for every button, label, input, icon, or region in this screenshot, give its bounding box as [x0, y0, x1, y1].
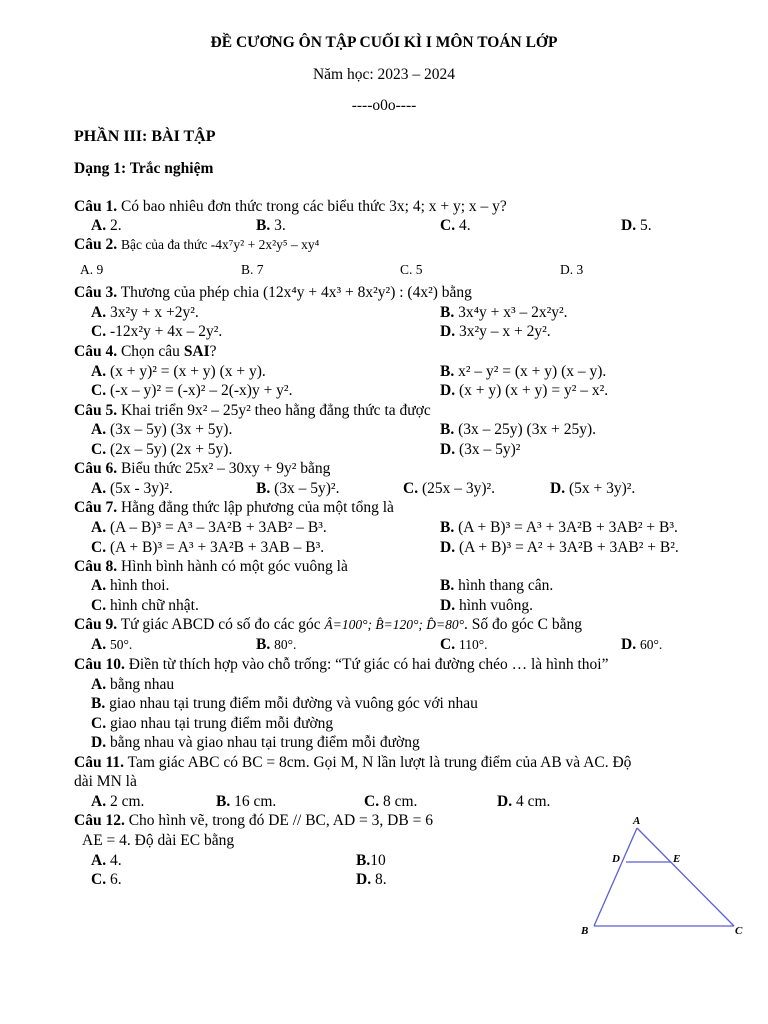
q6-option-b[interactable]: B. (3x – 5y)².	[256, 480, 340, 497]
section-heading: PHẦN III: BÀI TẬP	[74, 128, 216, 145]
q7-option-a[interactable]: A. (A – B)³ = A³ – 3A²B + 3AB² – B³.	[91, 519, 327, 536]
question-5: Câu 5. Khai triển 9x² – 25y² theo hằng đẳng thức ta được	[74, 402, 431, 419]
q5-option-d[interactable]: D. (3x – 5y)²	[440, 441, 521, 458]
vertex-b-label: B	[581, 925, 589, 937]
q1-option-d[interactable]: D. 5.	[621, 217, 652, 234]
school-year: Năm học: 2023 – 2024	[312, 66, 456, 83]
question-9: Câu 9. Tứ giác ABCD có số đo các góc Â=100°; B̂=120°; D̂=80°. Số đo góc C bằng	[74, 616, 582, 633]
separator: ----o0o----	[351, 97, 417, 114]
document-title: ĐỀ CƯƠNG ÔN TẬP CUỐI KÌ I MÔN TOÁN LỚP	[210, 34, 558, 51]
q1-option-c[interactable]: C. 4.	[440, 217, 471, 234]
q7-option-c[interactable]: C. (A + B)³ = A³ + 3A²B + 3AB – B³.	[91, 539, 325, 556]
q6-option-d[interactable]: D. (5x + 3y)².	[550, 480, 636, 497]
q12-option-b[interactable]: B.10	[356, 852, 386, 869]
q11-option-a[interactable]: A. 2 cm.	[91, 793, 145, 810]
triangle-figure	[570, 810, 760, 940]
question-3: Câu 3. Thương của phép chia (12x⁴y + 4x³ + 8x²y²) : (4x²) bằng	[74, 284, 472, 301]
q1-option-b[interactable]: B. 3.	[256, 217, 286, 234]
question-8: Câu 8. Hình bình hành có một góc vuông là	[74, 558, 348, 575]
question-4: Câu 4. Chọn câu SAI?	[74, 343, 217, 360]
q8-option-d[interactable]: D. hình vuông.	[440, 597, 534, 614]
q3-option-b[interactable]: B. 3x⁴y + x³ – 2x²y².	[440, 304, 568, 321]
q6-option-a[interactable]: A. (5x - 3y)².	[91, 480, 173, 497]
q8-option-c[interactable]: C. hình chữ nhật.	[91, 597, 199, 614]
q7-option-d[interactable]: D. (A + B)³ = A² + 3A²B + 3AB² + B².	[440, 539, 679, 556]
q3-option-a[interactable]: A. 3x²y + x +2y².	[91, 304, 199, 321]
segment-ac	[637, 828, 734, 926]
q2-option-d[interactable]: D. 3	[560, 262, 584, 277]
q11-option-d[interactable]: D. 4 cm.	[497, 793, 551, 810]
question-1: Câu 1. Có bao nhiêu đơn thức trong các biểu thức 3x; 4; x + y; x – y?	[74, 198, 507, 215]
q11-option-c[interactable]: C. 8 cm.	[364, 793, 418, 810]
q3-option-c[interactable]: C. -12x²y + 4x – 2y².	[91, 323, 223, 340]
question-11-cont: dài MN là	[74, 773, 137, 790]
question-10: Câu 10. Điền từ thích hợp vào chỗ trống: “Tứ giác có hai đường chéo … là hình thoi”	[74, 656, 609, 673]
q10-option-a[interactable]: A. bằng nhau	[91, 676, 175, 693]
q12-option-d[interactable]: D. 8.	[356, 871, 387, 888]
q2-option-c[interactable]: C. 5	[400, 262, 423, 277]
q12-option-a[interactable]: A. 4.	[91, 852, 122, 869]
vertex-a-label: A	[633, 815, 641, 827]
question-12: Câu 12. Cho hình vẽ, trong đó DE // BC, AD = 3, DB = 6	[74, 812, 433, 829]
q8-option-b[interactable]: B. hình thang cân.	[440, 577, 554, 594]
vertex-e-label: E	[673, 853, 681, 865]
q9-option-b[interactable]: B. 80°.	[256, 636, 297, 653]
q12-option-c[interactable]: C. 6.	[91, 871, 122, 888]
q4-option-c[interactable]: C. (-x – y)² = (-x)² – 2(-x)y + y².	[91, 382, 293, 399]
q2-option-b[interactable]: B. 7	[241, 262, 264, 277]
q11-option-b[interactable]: B. 16 cm.	[216, 793, 277, 810]
q5-option-b[interactable]: B. (3x – 25y) (3x + 25y).	[440, 421, 596, 438]
q9-option-c[interactable]: C. 110°.	[440, 636, 488, 653]
question-12-cont: AE = 4. Độ dài EC bằng	[82, 832, 235, 849]
q5-option-a[interactable]: A. (3x – 5y) (3x + 5y).	[91, 421, 233, 438]
q8-option-a[interactable]: A. hình thoi.	[91, 577, 170, 594]
subsection-heading: Dạng 1: Trắc nghiệm	[74, 160, 214, 177]
q10-option-d[interactable]: D. bằng nhau và giao nhau tại trung điểm mỗi đường	[91, 734, 420, 751]
vertex-c-label: C	[735, 925, 743, 937]
q4-option-a[interactable]: A. (x + y)² = (x + y) (x + y).	[91, 363, 266, 380]
vertex-d-label: D	[612, 853, 620, 865]
segment-ab	[594, 828, 637, 926]
question-11: Câu 11. Tam giác ABC có BC = 8cm. Gọi M, N lần lượt là trung điểm của AB và AC. Độ	[74, 754, 632, 771]
q7-option-b[interactable]: B. (A + B)³ = A³ + 3A²B + 3AB² + B³.	[440, 519, 678, 536]
q2-option-a[interactable]: A. 9	[80, 262, 104, 277]
q10-option-b[interactable]: B. giao nhau tại trung điểm mỗi đường và vuông góc với nhau	[91, 695, 478, 712]
q4-option-d[interactable]: D. (x + y) (x + y) = y² – x².	[440, 382, 609, 399]
angle-values: Â=100°; B̂=120°; D̂=80°	[324, 617, 465, 632]
q9-option-d[interactable]: D. 60°.	[621, 636, 663, 653]
q3-option-d[interactable]: D. 3x²y – x + 2y².	[440, 323, 551, 340]
question-2: Câu 2. Bậc của đa thức -4x⁷y² + 2x²y⁵ – xy⁴	[74, 236, 320, 253]
q1-option-a[interactable]: A. 2.	[91, 217, 122, 234]
q4-option-b[interactable]: B. x² – y² = (x + y) (x – y).	[440, 363, 607, 380]
q5-option-c[interactable]: C. (2x – 5y) (2x + 5y).	[91, 441, 233, 458]
q10-option-c[interactable]: C. giao nhau tại trung điểm mỗi đường	[91, 715, 334, 732]
q9-option-a[interactable]: A. 50°.	[91, 636, 133, 653]
question-7: Câu 7. Hằng đẳng thức lập phương của một tổng là	[74, 499, 394, 516]
q6-option-c[interactable]: C. (25x – 3y)².	[403, 480, 496, 497]
question-6: Câu 6. Biểu thức 25x² – 30xy + 9y² bằng	[74, 460, 331, 477]
